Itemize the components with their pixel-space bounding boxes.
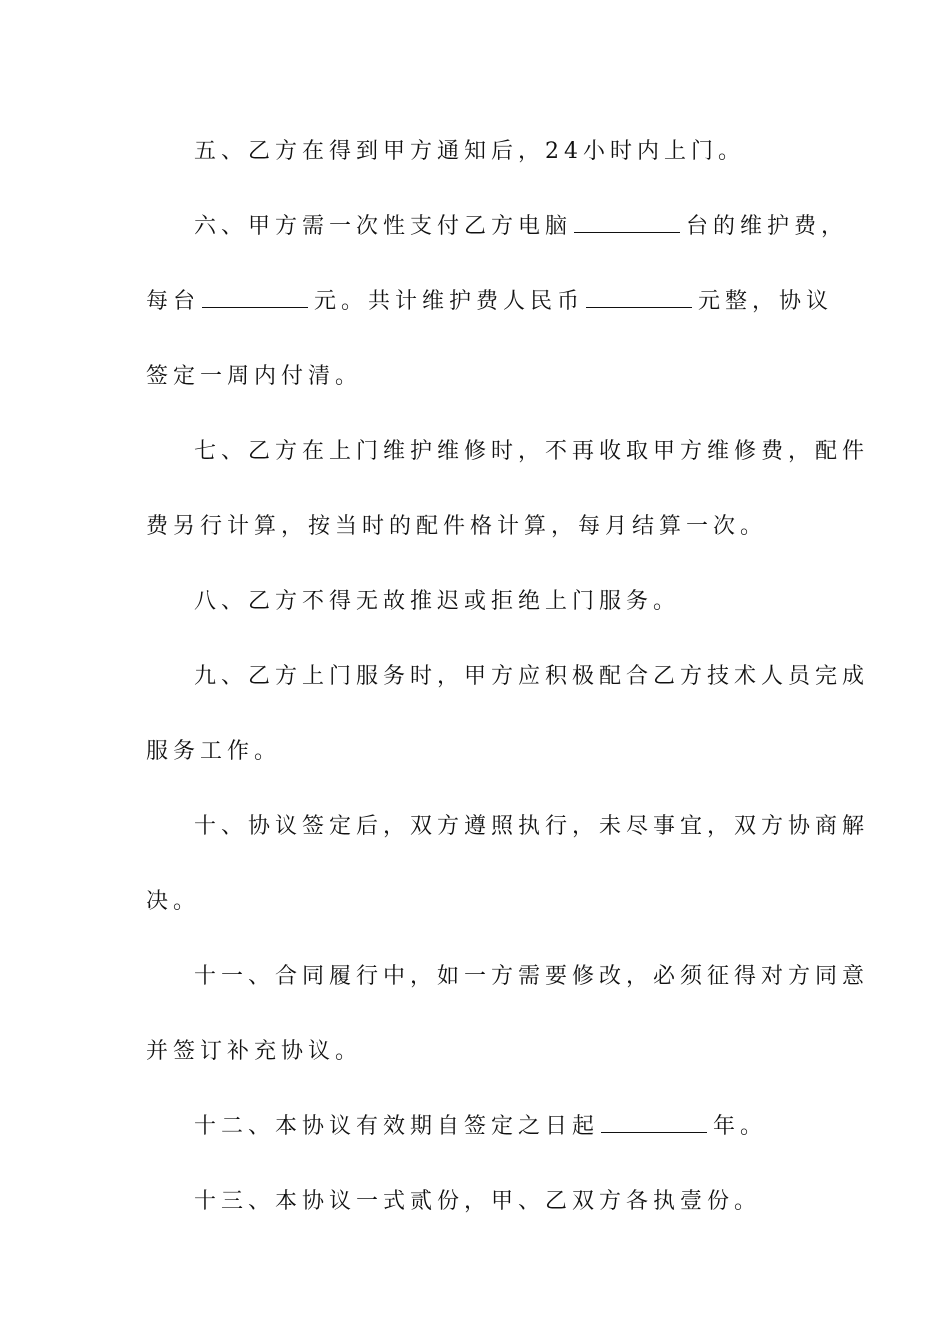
clause-7-line-2: [146, 509, 816, 545]
clause-7-line-1: [194, 434, 870, 470]
clause-9-text-a: 九、乙方上门服务时，甲方应积极配合乙方技术人员完成: [194, 664, 870, 689]
clause-7-text-a: 七、乙方在上门维护维修时，不再收取甲方维修费，配件: [194, 439, 870, 464]
clause-6-text-b: 台的维护费，: [686, 214, 849, 239]
clause-6-text-e: 元整，协议: [698, 289, 834, 314]
clause-10-line-1: [194, 809, 870, 845]
clause-6-line-2: [146, 284, 834, 320]
clause-9-line-2: [146, 734, 816, 770]
total-fee-blank: [586, 285, 692, 308]
clause-9-line-1: [194, 659, 870, 695]
clause-11-text-b: 并签订补充协议。: [146, 1039, 363, 1064]
clause-9-text-b: 服务工作。: [146, 739, 282, 764]
clause-5-text: 五、乙方在得到甲方通知后，24小时内上门。: [194, 139, 745, 164]
clause-12-text-a: 十二、本协议有效期自签定之日起: [194, 1114, 600, 1139]
clause-12-text-b: 年。: [713, 1114, 768, 1139]
clause-10-text-b: 决。: [146, 889, 201, 914]
computer-count-blank: [574, 210, 680, 233]
clause-5-line-1: [194, 134, 864, 170]
validity-years-blank: [601, 1110, 707, 1133]
unit-fee-blank: [202, 285, 308, 308]
clause-12-line-1: [194, 1109, 864, 1145]
clause-6-line-3: [146, 359, 816, 395]
clause-10-text-a: 十、协议签定后，双方遵照执行，未尽事宜，双方协商解: [194, 814, 870, 839]
clause-7-text-b: 费另行计算，按当时的配件格计算，每月结算一次。: [146, 514, 768, 539]
clause-6-text-d: 元。共计维护费人民币: [314, 289, 585, 314]
clause-6-line-1: [194, 209, 864, 245]
clause-8-text: 八、乙方不得无故推迟或拒绝上门服务。: [194, 589, 681, 614]
clause-13-line-1: [194, 1184, 864, 1220]
clause-11-text-a: 十一、合同履行中，如一方需要修改，必须征得对方同意: [194, 964, 870, 989]
clause-8-line-1: [194, 584, 864, 620]
clause-6-text-c: 每台: [146, 289, 201, 314]
clause-6-text-f: 签定一周内付清。: [146, 364, 363, 389]
clause-6-text-a: 六、甲方需一次性支付乙方电脑: [194, 214, 573, 239]
clause-11-line-2: [146, 1034, 816, 1070]
clause-11-line-1: [194, 959, 870, 995]
clause-10-line-2: [146, 884, 816, 920]
clause-13-text: 十三、本协议一式贰份，甲、乙双方各执壹份。: [194, 1189, 762, 1214]
